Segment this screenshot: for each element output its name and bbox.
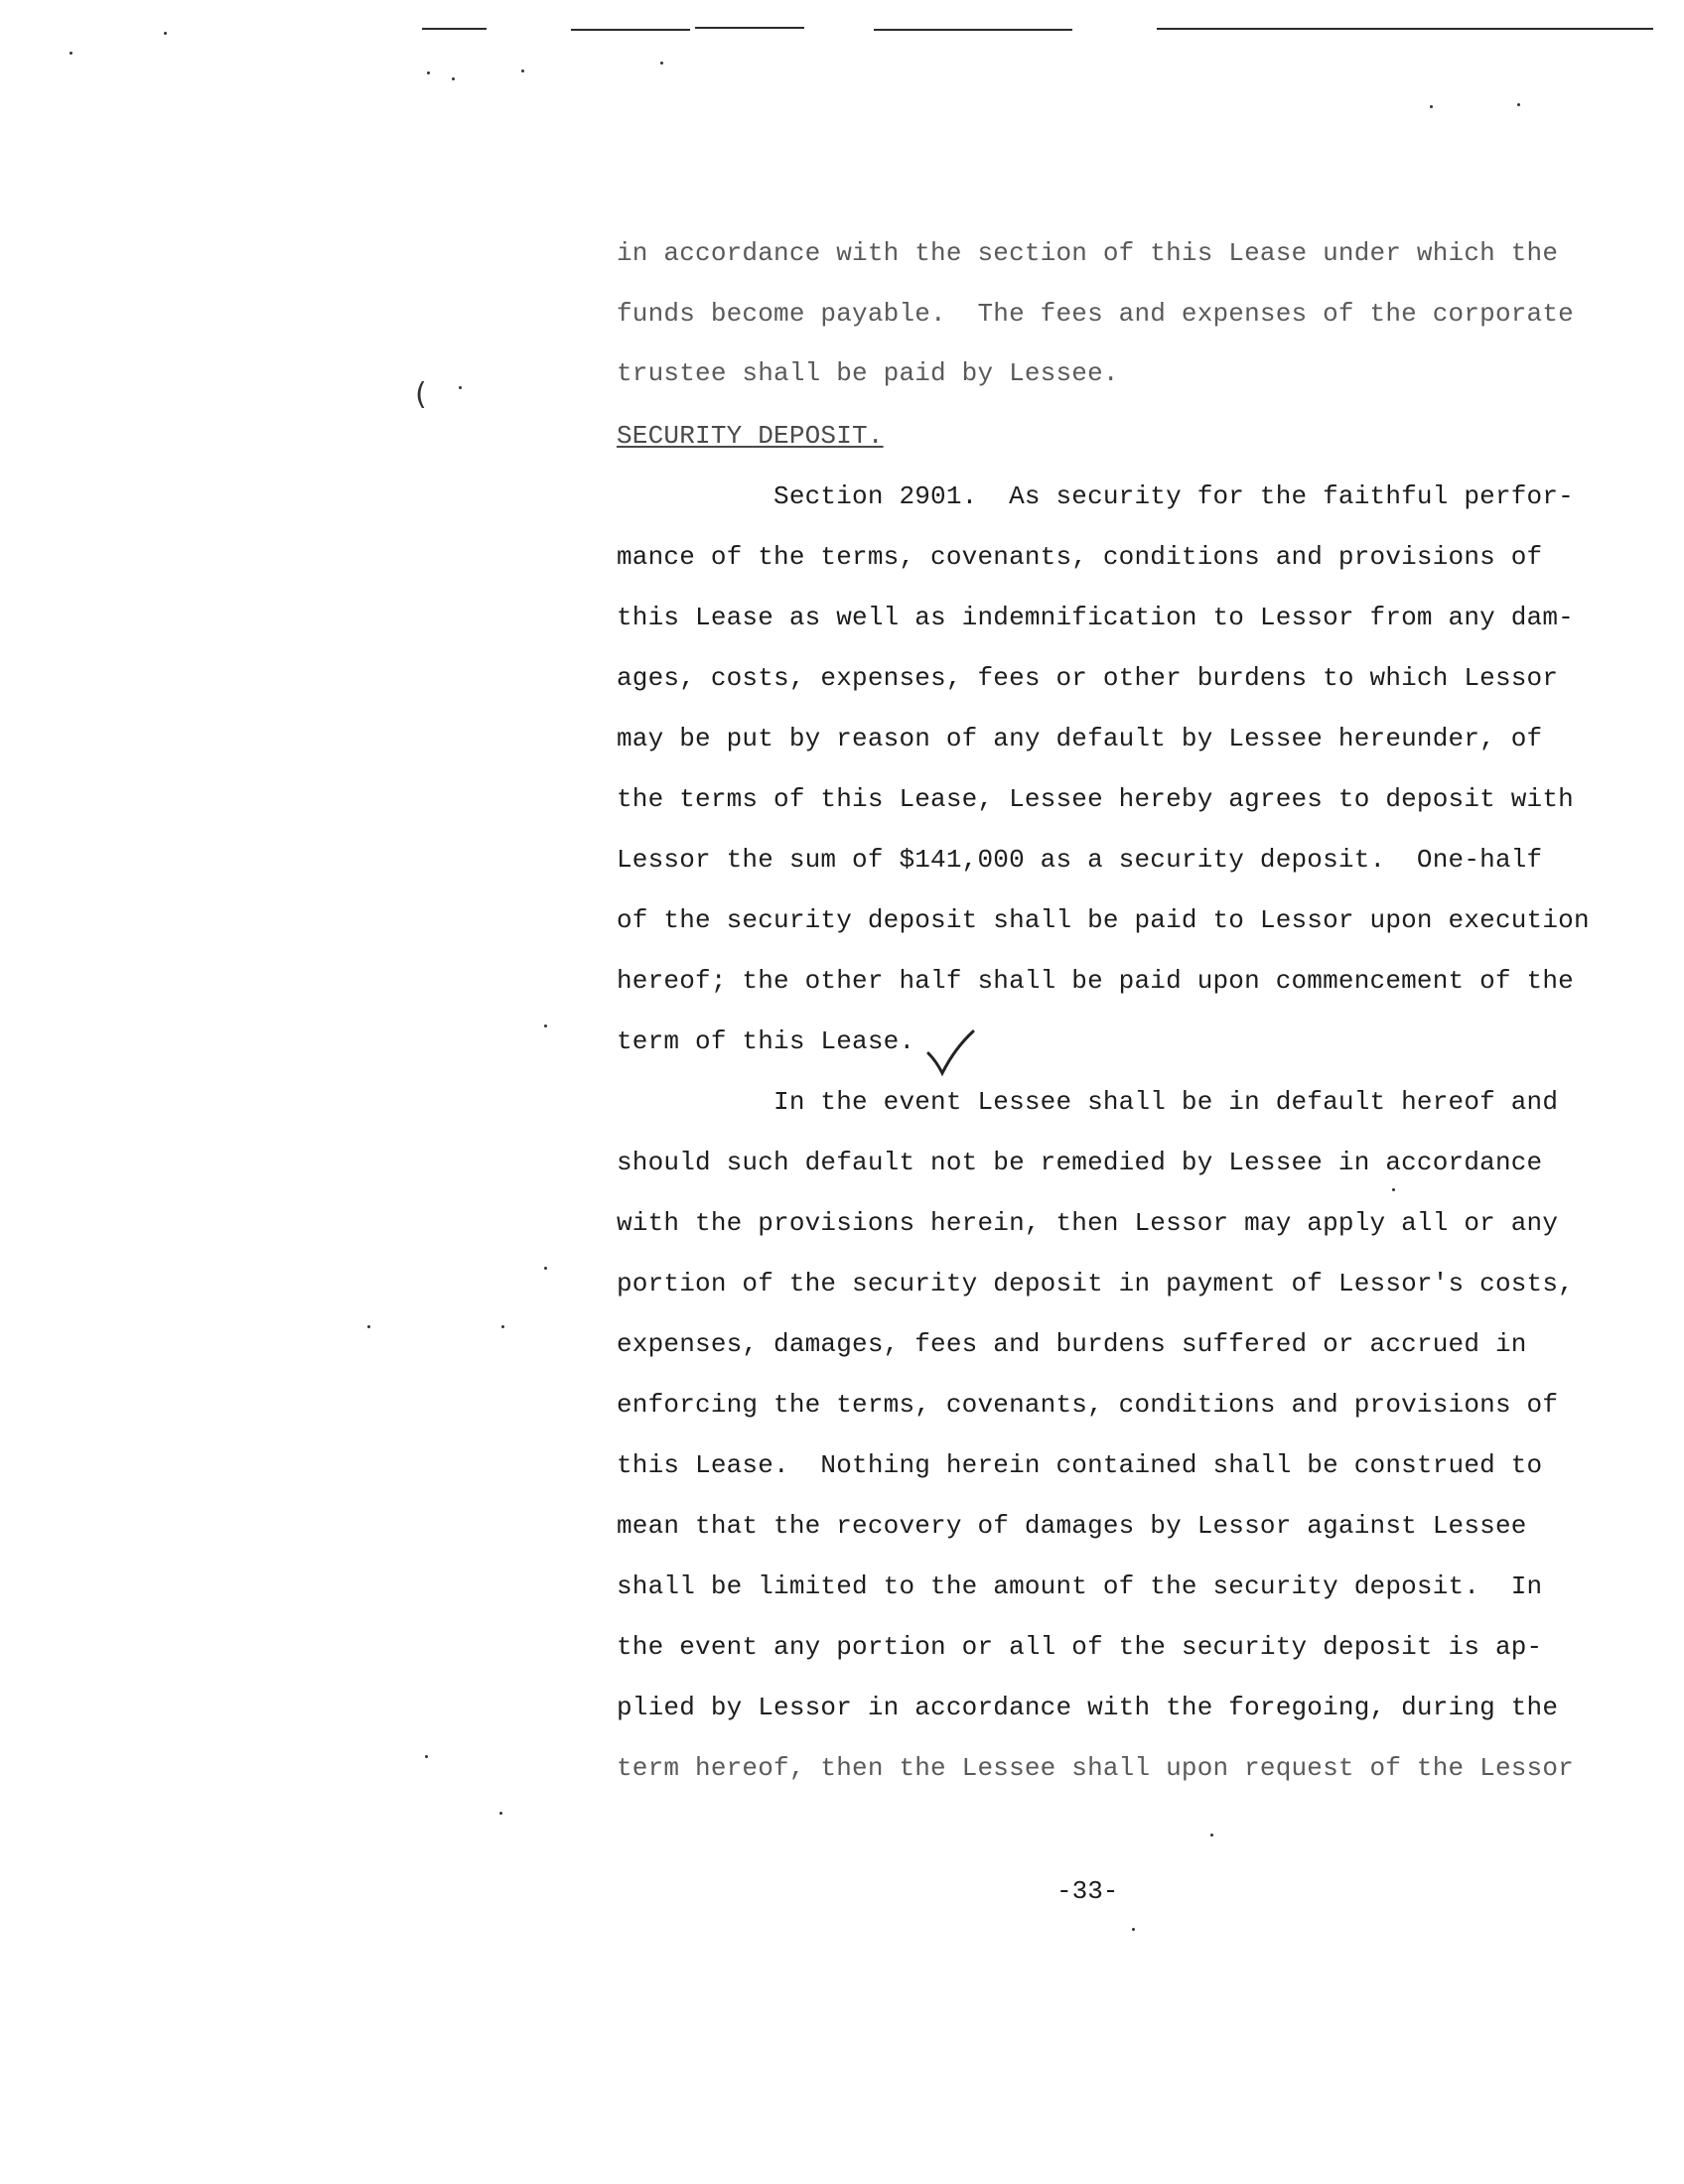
text-line-23: shall be limited to the amount of the security deposit. In: [617, 1571, 1543, 1601]
text-line-9: may be put by reason of any default by Lessee hereunder, of: [617, 724, 1543, 753]
scan-speck: [544, 1024, 547, 1027]
scan-artifact-line: [874, 29, 1072, 31]
scan-speck: [499, 1812, 502, 1815]
text-line-7: this Lease as well as indemnification to Lessor from any dam-: [617, 603, 1574, 632]
text-line-24: the event any portion or all of the security deposit is ap-: [617, 1632, 1543, 1662]
scan-speck: [70, 52, 72, 55]
text-line-15: In the event Lessee shall be in default hereof and: [617, 1087, 1559, 1117]
text-line-2: funds become payable. The fees and expenses of the corporate: [617, 299, 1574, 329]
scan-speck: [1132, 1928, 1135, 1931]
scan-speck: [544, 1267, 547, 1270]
text-line-26: term hereof, then the Lessee shall upon request of the Lessor: [617, 1753, 1574, 1783]
scan-speck: [367, 1325, 370, 1328]
text-line-13: hereof; the other half shall be paid upon commencement of the: [617, 966, 1574, 996]
text-line-19: expenses, damages, fees and burdens suffered or accrued in: [617, 1329, 1527, 1359]
scan-speck: [1430, 105, 1433, 108]
margin-paren-mark: (: [415, 377, 427, 412]
scan-speck: [427, 71, 430, 74]
scan-artifact-line: [571, 29, 690, 31]
text-line-16: should such default not be remedied by Lessee in accordance: [617, 1148, 1543, 1177]
scan-speck: [1210, 1834, 1213, 1837]
scan-speck: [501, 1325, 504, 1328]
text-line-21: this Lease. Nothing herein contained shall be construed to: [617, 1450, 1543, 1480]
text-line-6: mance of the terms, covenants, conditions and provisions of: [617, 542, 1543, 572]
text-line-14: term of this Lease.: [617, 1026, 915, 1056]
scan-speck: [1392, 1188, 1395, 1191]
text-line-25: plied by Lessor in accordance with the foregoing, during the: [617, 1693, 1559, 1722]
text-line-10: the terms of this Lease, Lessee hereby agrees to deposit with: [617, 784, 1574, 814]
text-line-5: Section 2901. As security for the faithful perfor-: [617, 481, 1574, 511]
section-heading: SECURITY DEPOSIT.: [617, 421, 884, 451]
text-line-11: Lessor the sum of $141,000 as a security deposit. One-half: [617, 845, 1543, 875]
scan-artifact-line: [422, 28, 487, 30]
text-line-18: portion of the security deposit in payment of Lessor's costs,: [617, 1269, 1574, 1298]
scan-speck: [660, 62, 663, 65]
scan-speck: [425, 1755, 428, 1758]
text-line-20: enforcing the terms, covenants, conditions and provisions of: [617, 1390, 1559, 1420]
scan-speck: [452, 77, 455, 80]
scan-artifact-line: [1157, 28, 1653, 30]
text-line-3: trustee shall be paid by Lessee.: [617, 358, 1119, 388]
scan-artifact-line: [695, 27, 804, 29]
page-number: -33-: [1056, 1876, 1119, 1906]
handwritten-checkmark-icon: [925, 1027, 977, 1077]
scan-speck: [1517, 103, 1520, 106]
text-line-17: with the provisions herein, then Lessor may apply all or any: [617, 1208, 1559, 1238]
scan-speck: [459, 386, 462, 389]
text-line-12: of the security deposit shall be paid to Lessor upon execution: [617, 905, 1590, 935]
scan-speck: [521, 69, 524, 72]
scan-speck: [164, 32, 167, 35]
text-line-8: ages, costs, expenses, fees or other burdens to which Lessor: [617, 663, 1559, 693]
text-line-1: in accordance with the section of this Lease under which the: [617, 238, 1559, 268]
text-line-22: mean that the recovery of damages by Lessor against Lessee: [617, 1511, 1527, 1541]
